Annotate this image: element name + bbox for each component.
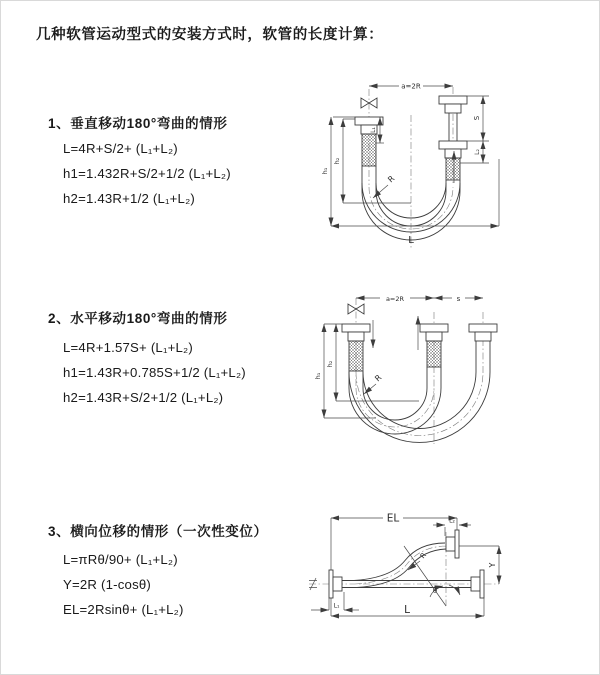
flange-plate (480, 570, 484, 598)
dim-label-end-right: L₂ (449, 517, 455, 525)
hex-nut (445, 149, 461, 158)
hex-nut (475, 332, 491, 341)
flange-fitting (469, 324, 497, 332)
dim-label-length: L (404, 604, 410, 616)
formula-line: h2=1.43R+S/2+1/2 (L₁+L₂) (63, 390, 224, 405)
section-1-formulas (63, 136, 231, 211)
section-3-heading: 3、横向位移的情形（一次性变位） (48, 524, 268, 539)
flange-fitting (420, 324, 448, 332)
dim-label-el: EL (386, 512, 400, 525)
dim-label-offset: Y (488, 562, 497, 568)
braided-hose-section (349, 341, 363, 371)
braided-hose-section (446, 158, 460, 180)
flange-plate (455, 530, 459, 558)
dim-label-stroke: s (456, 294, 461, 303)
dim-label-h-outer: h₁ (314, 372, 322, 380)
section-2-formulas (63, 335, 246, 410)
dim-label-span: a=2R (385, 294, 405, 303)
dim-label-radius: R (373, 372, 384, 384)
formula-line: h2=1.43R+1/2 (L₁+L₂) (63, 191, 195, 206)
hex-nut (333, 577, 342, 591)
hex-nut (446, 537, 455, 551)
flange-plate (329, 570, 333, 598)
dim-label-end-left: L₁ (333, 602, 340, 610)
diagram-lateral-displacement (299, 494, 599, 669)
hex-nut (348, 332, 364, 341)
diagram-vertical-180-bend (313, 71, 593, 263)
flange-fitting (439, 141, 467, 149)
diagram-horizontal-180-bend (314, 284, 599, 459)
dim-label-h-inner: h₂ (333, 157, 341, 165)
dim-label-radius: R (386, 173, 397, 185)
formula-line: Y=2R (1-cosθ) (63, 577, 151, 592)
formula-line: L=πRθ/90+ (L₁+L₂) (63, 552, 178, 567)
section-2-heading: 2、水平移动180°弯曲的情形 (48, 311, 228, 326)
formula-line: EL=2Rsinθ+ (L₁+L₂) (63, 602, 184, 617)
formula-line: h1=1.43R+0.785S+1/2 (L₁+L₂) (63, 365, 246, 380)
formula-line: h1=1.432R+S/2+1/2 (L₁+L₂) (63, 166, 231, 181)
dim-label-h-inner: h₂ (326, 360, 334, 368)
dim-label-end-right: L₂ (474, 149, 481, 155)
dim-label-span: a=2R (401, 82, 421, 91)
dim-label-h-outer: h₁ (321, 167, 329, 175)
hex-nut (426, 332, 442, 341)
dim-label-radius: R (418, 551, 429, 561)
section-1-heading: 1、垂直移动180°弯曲的情形 (48, 116, 228, 131)
section-3-formulas (63, 547, 184, 622)
dim-label-end-left: L₁ (370, 127, 377, 133)
flange-fitting (439, 96, 467, 104)
hex-nut (471, 577, 480, 591)
flange-fitting (342, 324, 370, 332)
dim-label-stroke: S (473, 115, 481, 121)
page-title: 几种软管运动型式的安装方式时，软管的长度计算： (36, 27, 384, 43)
braided-hose-section (427, 341, 441, 367)
braided-hose-section (362, 134, 376, 166)
formula-line: L=4R+S/2+ (L₁+L₂) (63, 141, 178, 156)
flange-fitting (355, 117, 383, 125)
formula-line: L=4R+1.57S+ (L₁+L₂) (63, 340, 193, 355)
hex-nut (445, 104, 461, 113)
dim-label-angle: θ (432, 587, 438, 595)
dim-label-length: L (408, 235, 414, 246)
